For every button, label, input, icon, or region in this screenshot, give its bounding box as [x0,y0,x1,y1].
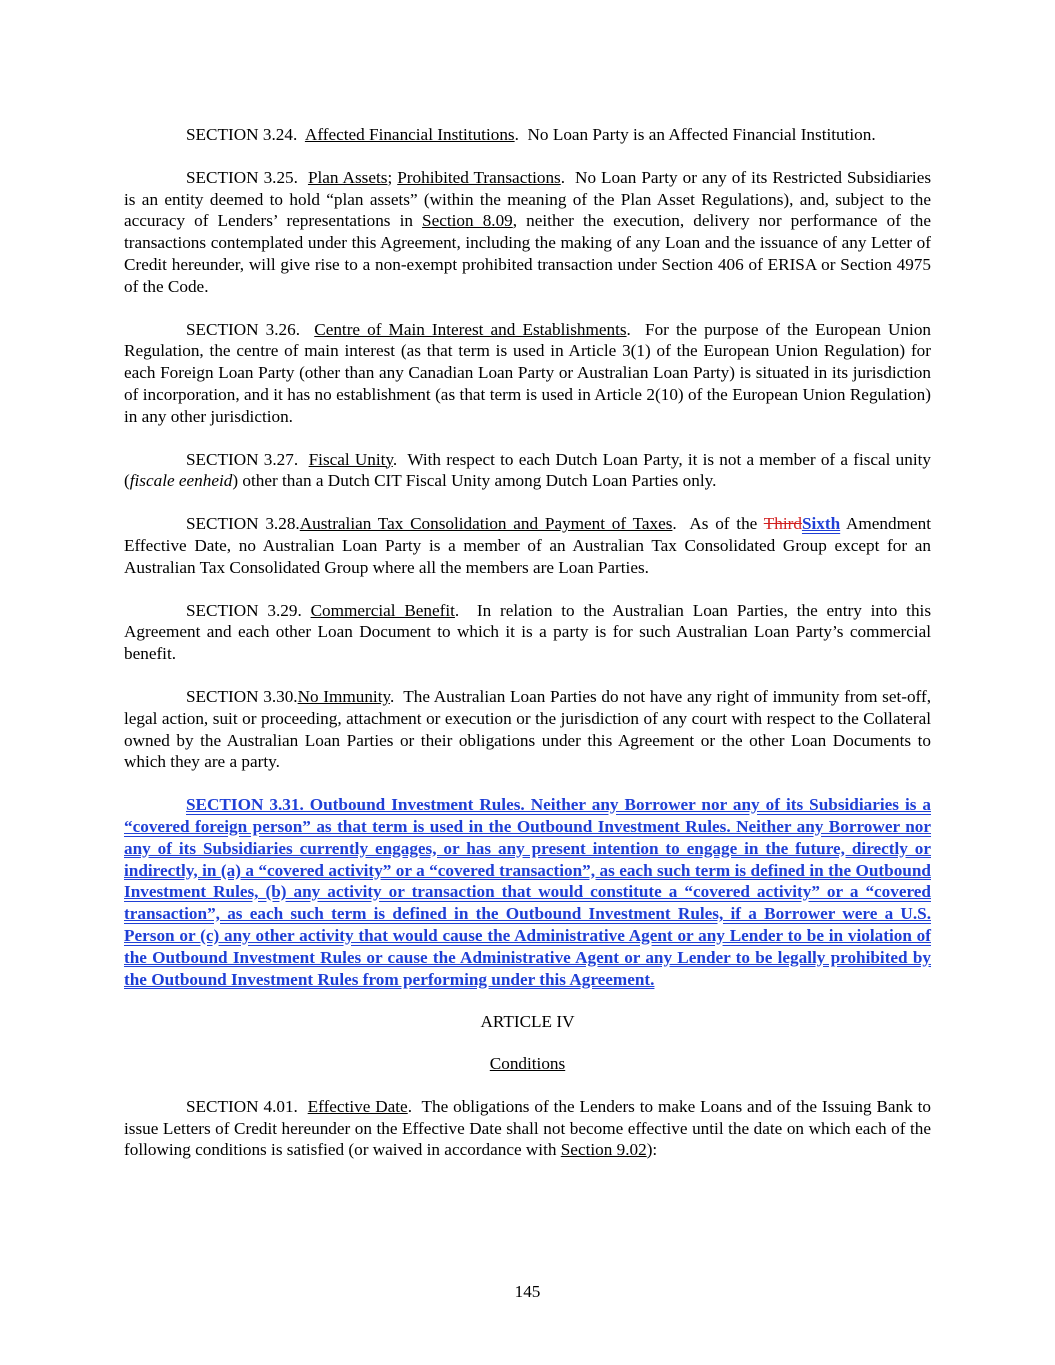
article-heading: ARTICLE IV [480,1012,575,1032]
section-3-31-inserted [124,794,931,990]
section-body-cont: , neither the execution, delivery nor performance of the transactions contemplated under this Agreement, including the making of any Loan and the issuance of any Letter of Credit hereunder, will give rise to a non-exempt prohibited transaction under Section 406 of ERISA or Section 4975 of the Code. [124,211,932,296]
section-body: The Australian Loan Parties do not have any right of immunity from set-off, legal action, suit or proceeding, attachment or execution or the jurisdiction of any court with respect to the Collateral owned by the Australian Loan Parties or their obligations under this Agreement or the other Loan Documents to which they are a party. [124,686,931,772]
section-3-24: SECTION 3.24. Affected Financial Institutions. No Loan Party is an Affected Financial Institution. [186,125,876,144]
italic-term: fiscale eenheid [129,471,233,491]
section-number: SECTION 3.25. [186,167,298,187]
section-body: No Loan Party or any of its Restricted Subsidiaries is an entity deemed to hold “plan assets” (within the meaning of the Plan Asset Regulations), and, subject to the accuracy of Lenders’ representations in [124,167,932,231]
section-body: With respect to each Dutch Loan Party, it is not a member of a fiscal unity ( [124,449,931,491]
document-page [124,124,931,1182]
section-3-27: SECTION 3.27. Fiscal Unity. With respect to each Dutch Loan Party, it is not a member of a fiscal unity (fiscale eenheid) other than a Dutch CIT Fiscal Unity among Dutch Loan Parties only. [124,449,931,491]
inserted-text: Sixth [801,514,841,534]
section-body: In relation to the Australian Loan Parties, the entry into this Agreement and each other Loan Document to which it is a party is for such Australian Loan Party’s commercial benefit. [124,600,932,664]
section-3-29: SECTION 3.29. Commercial Benefit. In relation to the Australian Loan Parties, the entry into this Agreement and each other Loan Document to which it is a party is for such Australian Loan Party’s commercial benefit. [124,600,932,664]
section-number: SECTION 3.27. [186,449,299,469]
section-number: SECTION 4.01. [186,1096,298,1116]
article-subheading-text: Conditions [489,1054,566,1074]
section-title-2: Prohibited Transactions [397,167,561,187]
section-body-cont: ): [646,1140,658,1160]
section-title: Plan Assets [307,167,388,187]
section-number: SECTION 3.28. [186,514,300,534]
section-number: SECTION 3.26. [186,319,301,339]
section-body: The obligations of the Lenders to make Loans and of the Issuing Bank to issue Letters of Credit hereunder on the Effective Date shall not become effective until the date on which each of the following conditions is satisfied (or waived in accordance with [124,1096,932,1160]
section-title: Effective Date [307,1096,408,1116]
section-number: SECTION 3.29. [186,600,302,620]
section-body: As of the [689,514,758,534]
section-body: For the purpose of the European Union Regulation, the centre of main interest (as that term is used in Article 3(1) of the European Union Regulation) for each Foreign Loan Party (other than any Canadian Loan Party or Australian Loan Party) is situated in its jurisdiction of incorporation, and it has no establishment (as that term is used in Article 2(10) of the European Union Regulation) in any other jurisdiction. [124,319,932,426]
section-number: SECTION 3.24. [186,125,298,144]
section-title: Commercial Benefit [310,600,455,620]
inserted-section-text: SECTION 3.31. Outbound Investment Rules. Neither any Borrower nor any of its Subsidiaries is a “covered foreign person” as that term is used in the Outbound Investment Rules. Neither any Borrower nor any of its Subsidiaries currently engages, or has any present intention to engage in the future, directly or indirectly, in (a) a “covered activity” or a “covered transaction”, as each such term is defined in the Outbound Investment Rules, (b) any activity or transaction that would constitute a “covered activity” or a “covered transaction”, as each such term is defined in the Outbound Investment Rules, if a Borrower were a U.S. Person or (c) any other activity that would cause the Administrative Agent or any Lender to be in violation of the Outbound Investment Rules or cause the Administrative Agent or any Lender to be legally prohibited by the Outbound Investment Rules from performing under this Agreement. [124,795,931,989]
deleted-text: Third [763,514,802,534]
section-title: Australian Tax Consolidation and Payment of Taxes [299,514,673,534]
section-number: SECTION 3.30. [186,686,298,706]
title-separator: ; [387,167,393,187]
section-body-cont: ) other than a Dutch CIT Fiscal Unity among Dutch Loan Parties only. [232,471,717,491]
section-title: Affected Financial Institutions [304,125,515,144]
section-reference: Section 8.09 [422,211,513,231]
section-title: Fiscal Unity [308,449,393,469]
section-title: No Immunity [297,686,390,706]
section-3-25: SECTION 3.25. Plan Assets; Prohibited Transactions. No Loan Party or any of its Restricted Subsidiaries is an entity deemed to hold “plan assets” (within the meaning of the Plan Asset Regulations), and, subject to the accuracy of Lenders’ representations in Section 8.09, neither the execution, delivery nor performance of the transactions contemplated under this Agreement, including the making of any Loan and the issuance of any Letter of Credit hereunder, will give rise to a non-exempt prohibited transaction under Section 406 of ERISA or Section 4975 of the Code. [124,167,932,296]
article-subheading [124,1053,931,1075]
section-4-01: SECTION 4.01. Effective Date. The obligations of the Lenders to make Loans and of the Issuing Bank to issue Letters of Credit hereunder on the Effective Date shall not become effective until the date on which each of the following conditions is satisfied (or waived in accordance with Section 9.02): [124,1096,932,1160]
page-number: 145 [514,1282,541,1301]
section-body-cont: Amendment Effective Date, no Australian Loan Party is a member of an Australian Tax Consolidated Group except for an Australian Tax Consolidated Group where all the members are Loan Parties. [124,514,931,577]
section-reference: Section 9.02 [560,1140,647,1160]
section-body: No Loan Party is an Affected Financial Institution. [527,125,876,144]
section-3-30: SECTION 3.30.No Immunity. The Australian Loan Parties do not have any right of immunity from set-off, legal action, suit or proceeding, attachment or execution or the jurisdiction of any court with respect to the Collateral owned by the Australian Loan Parties or their obligations under this Agreement or the other Loan Documents to which they are a party. [124,686,931,772]
section-3-26: SECTION 3.26. Centre of Main Interest and Establishments. For the purpose of the European Union Regulation, the centre of main interest (as that term is used in Article 3(1) of the European Union Regulation) for each Foreign Loan Party (other than any Canadian Loan Party or Australian Loan Party) is situated in its jurisdiction of incorporation, and it has no establishment (as that term is used in Article 2(10) of the European Union Regulation) in any other jurisdiction. [124,319,932,426]
section-3-28: SECTION 3.28.Australian Tax Consolidation and Payment of Taxes. As of the ThirdSixth Amendment Effective Date, no Australian Loan Party is a member of an Australian Tax Consolidated Group except for an Australian Tax Consolidated Group where all the members are Loan Parties. [124,514,931,577]
section-title: Centre of Main Interest and Establishments [314,319,627,339]
